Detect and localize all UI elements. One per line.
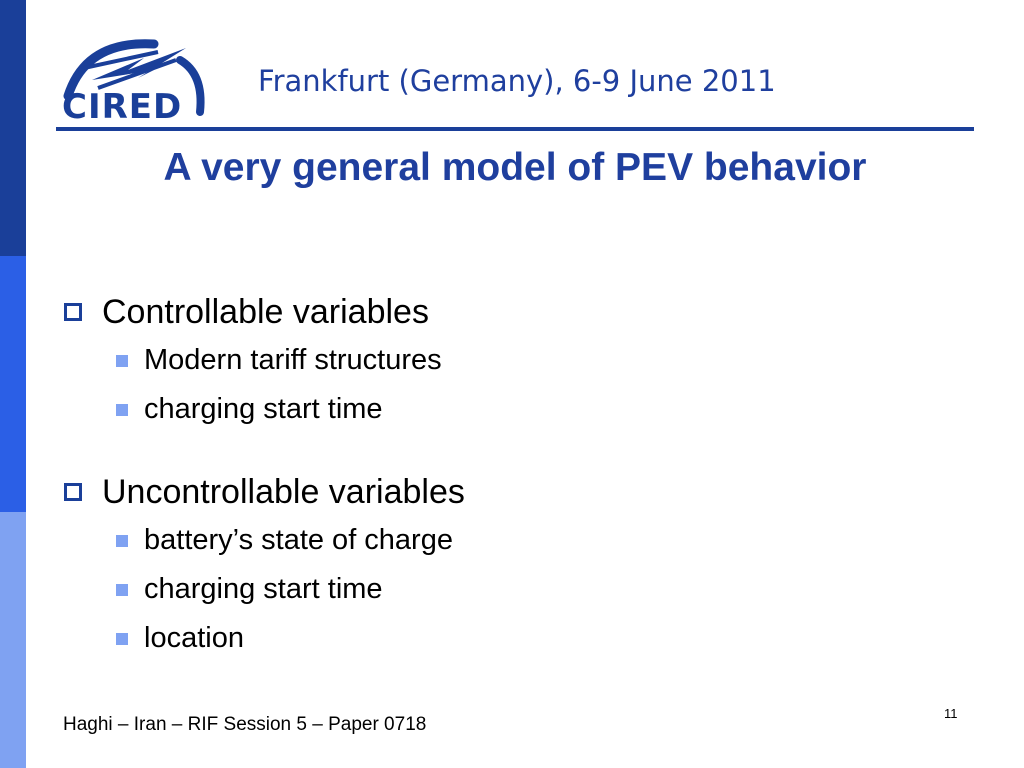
- bullet-item-text: charging start time: [144, 393, 383, 425]
- bullet-group-controllable: [64, 288, 465, 434]
- header-divider: [56, 127, 974, 131]
- page-number: 11: [944, 706, 958, 721]
- bullet-heading: [64, 468, 465, 516]
- square-bullet-icon: [116, 355, 128, 367]
- bullet-item: [64, 565, 465, 614]
- side-bar-middle: [0, 256, 26, 512]
- bullet-item-text: location: [144, 622, 244, 654]
- conference-title: Frankfurt (Germany), 6-9 June 2011: [258, 64, 776, 98]
- slide-title: A very general model of PEV behavior: [163, 146, 867, 189]
- side-bar-bottom: [0, 512, 26, 768]
- bullet-item-text: Modern tariff structures: [144, 344, 442, 376]
- hollow-square-bullet-icon: [64, 483, 82, 501]
- square-bullet-icon: [116, 535, 128, 547]
- square-bullet-icon: [116, 584, 128, 596]
- hollow-square-bullet-icon: [64, 303, 82, 321]
- bullet-group-uncontrollable: [64, 468, 465, 663]
- bullet-item-text: charging start time: [144, 573, 383, 605]
- bullet-list: [64, 288, 465, 663]
- cired-logo: [58, 34, 210, 124]
- bullet-item-text: battery’s state of charge: [144, 524, 453, 556]
- footer-text: Haghi – Iran – RIF Session 5 – Paper 0718: [63, 714, 427, 735]
- bullet-item: [64, 614, 465, 663]
- square-bullet-icon: [116, 404, 128, 416]
- bullet-item: [64, 516, 465, 565]
- bullet-item: [64, 385, 465, 434]
- bullet-item: [64, 336, 465, 385]
- bullet-heading: [64, 288, 465, 336]
- bullet-heading-text: Uncontrollable variables: [102, 472, 465, 511]
- side-bar-top: [0, 0, 26, 256]
- square-bullet-icon: [116, 633, 128, 645]
- logo-text: CIRED: [62, 87, 183, 124]
- bullet-heading-text: Controllable variables: [102, 292, 429, 331]
